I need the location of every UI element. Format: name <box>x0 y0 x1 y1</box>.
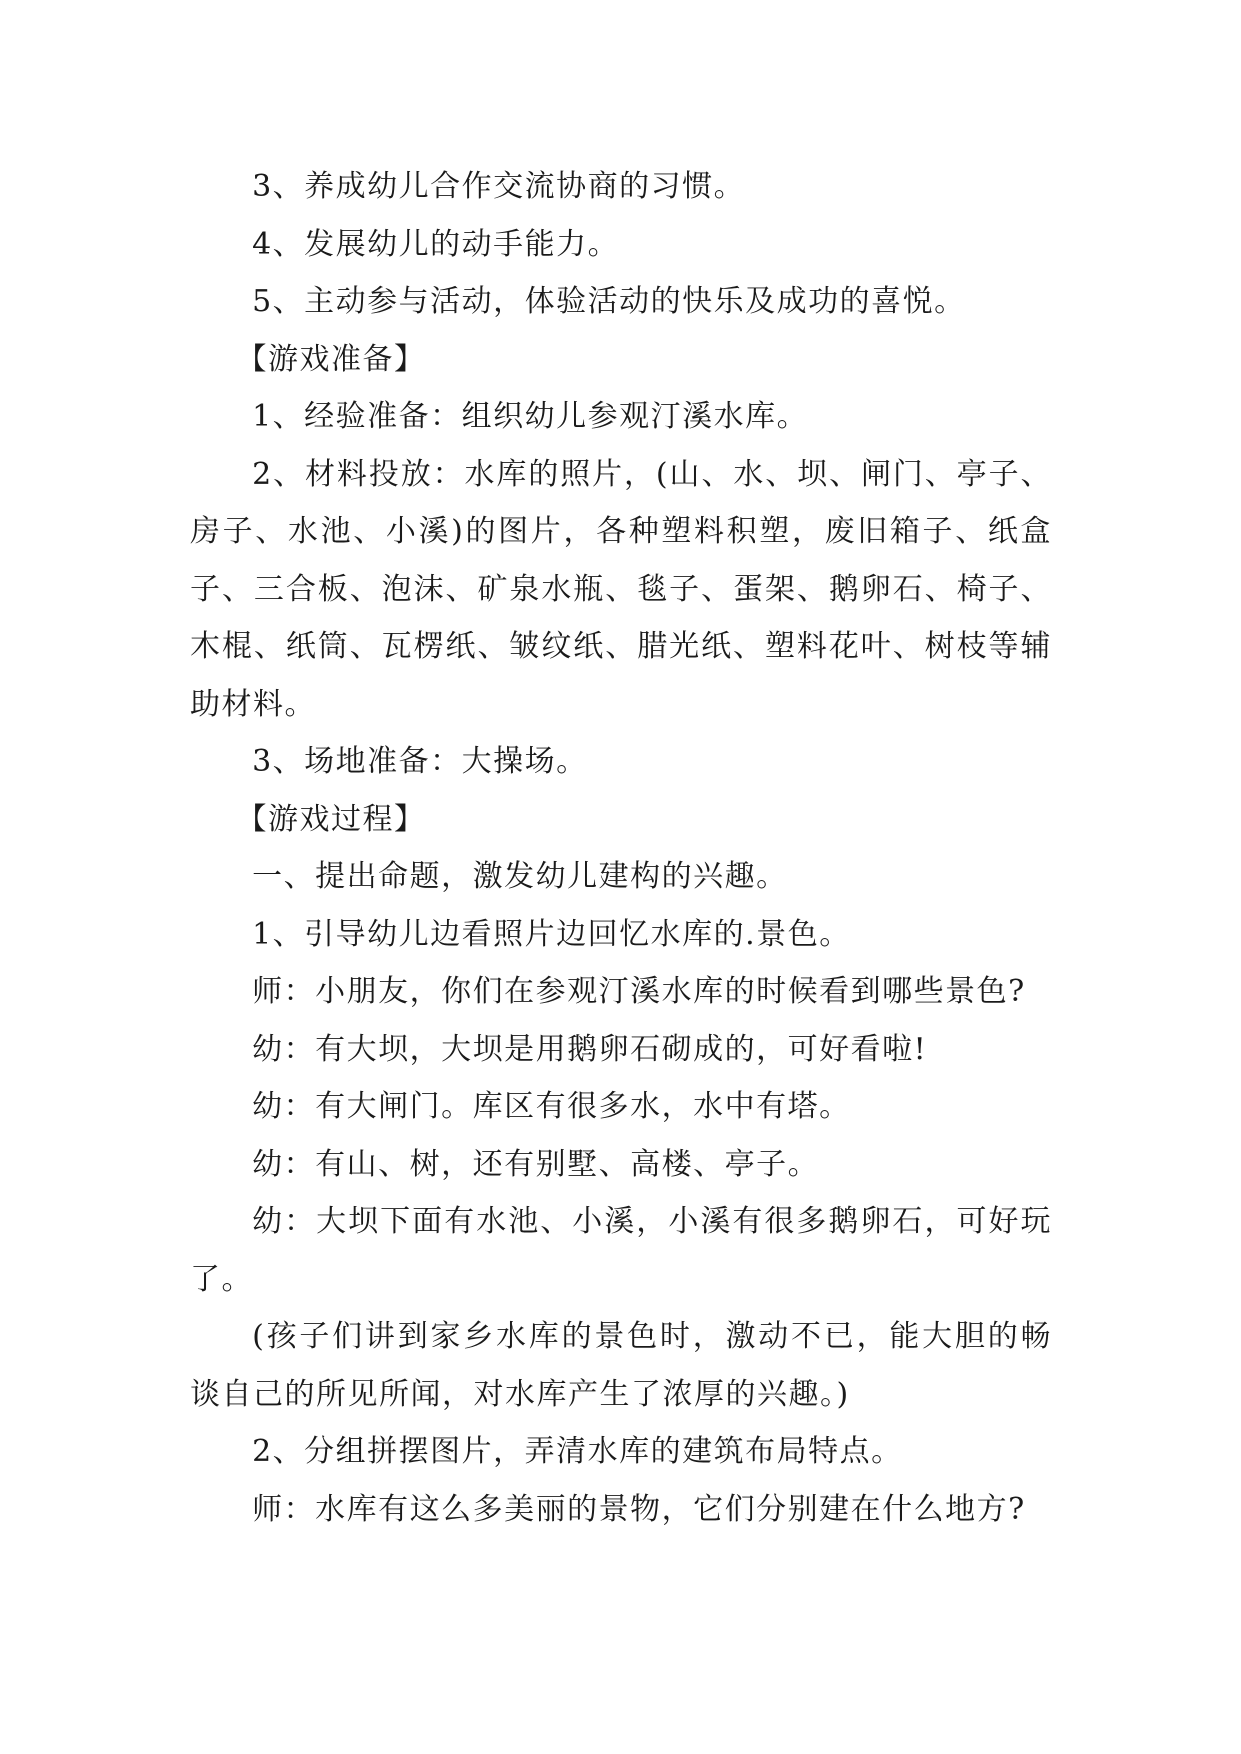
section-heading-preparation: 【游戏准备】 <box>236 341 426 377</box>
paragraph-prep-experience: 1、经验准备：组织幼儿参观汀溪水库。 <box>252 399 809 434</box>
document-body <box>190 158 1052 1538</box>
dialogue-line: 师：水库有这么多美丽的景物，它们分别建在什么地方? <box>252 1491 1026 1527</box>
paragraph-prep-venue: 3、场地准备：大操场。 <box>252 744 588 779</box>
paragraph-step-1-2: 2、分组拼摆图片，弄清水库的建筑布局特点。 <box>252 1434 903 1469</box>
paragraph-goal-3: 3、养成幼儿合作交流协商的习惯。 <box>252 169 746 204</box>
dialogue-line: 幼：有山、树，还有别墅、高楼、亭子。 <box>252 1146 820 1182</box>
dialogue-line: 幼：大坝下面有水池、小溪，小溪有很多鹅卵石，可好玩了。 <box>190 1204 1052 1297</box>
dialogue-line: 幼：有大闸门。库区有很多水，水中有塔。 <box>252 1089 851 1124</box>
dialogue-line: 师：小朋友，你们在参观汀溪水库的时候看到哪些景色? <box>252 974 1026 1009</box>
section-heading-process: 【游戏过程】 <box>236 801 426 837</box>
paragraph-prep-materials: 2、材料投放：水库的照片，(山、水、坝、闸门、亭子、房子、水池、小溪)的图片，各种塑料积塑，废旧箱子、纸盒子、三合板、泡沫、矿泉水瓶、毯子、蛋架、鹅卵石、椅子、木棍、纸筒、瓦楞纸、皱纹纸、腊光纸、塑料花叶、树枝等辅助材料。 <box>190 456 1052 722</box>
paragraph-goal-4: 4、发展幼儿的动手能力。 <box>252 226 620 262</box>
paragraph-goal-5: 5、主动参与活动，体验活动的快乐及成功的喜悦。 <box>252 284 966 319</box>
dialogue-line: 幼：有大坝，大坝是用鹅卵石砌成的，可好看啦! <box>252 1031 928 1067</box>
paragraph-step-1: 一、提出命题，激发幼儿建构的兴趣。 <box>252 859 788 894</box>
paragraph-note: (孩子们讲到家乡水库的景色时，激动不已，能大胆的畅谈自己的所见所闻，对水库产生了浓厚的兴趣。) <box>190 1319 1052 1412</box>
paragraph-step-1-1: 1、引导幼儿边看照片边回忆水库的.景色。 <box>252 916 851 952</box>
